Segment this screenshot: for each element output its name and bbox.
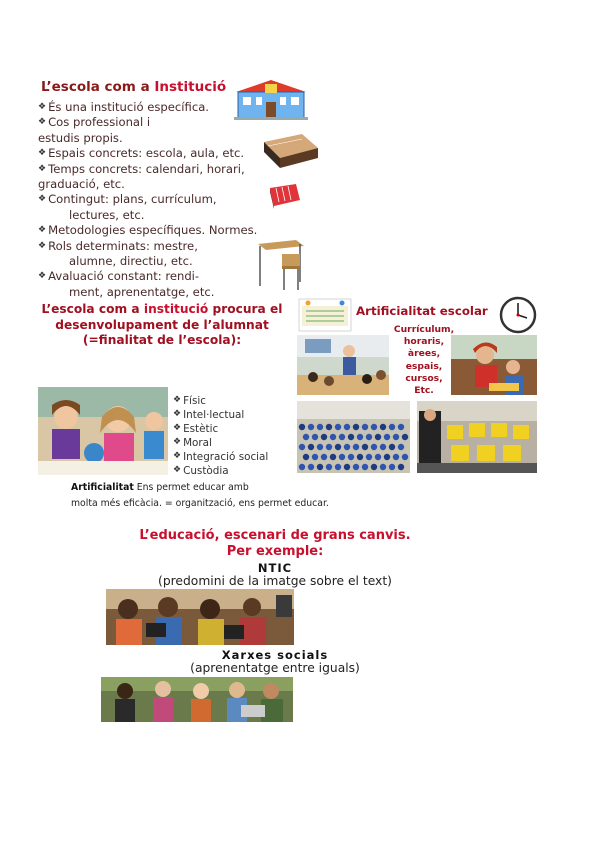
- aspect-item: ❖ Físic: [173, 395, 206, 407]
- artificiality-item: horaris,: [403, 336, 445, 348]
- diamond-bullet-icon: ❖: [38, 163, 47, 174]
- school-assembly-photo: [297, 401, 410, 473]
- aspect-item: ❖ Integració social: [173, 451, 269, 464]
- aspect-item: ❖ Moral: [173, 437, 212, 450]
- institution-bullet-item: ❖ Contingut: plans, currículum,: [38, 192, 217, 207]
- development-aspects-list: [173, 394, 268, 479]
- diamond-bullet-icon: ❖: [38, 271, 47, 282]
- artificiality-item: cursos,: [405, 372, 443, 384]
- aspect-item: ❖ Custòdia: [173, 465, 229, 478]
- ntic-subtitle: (predomini de la imatge sobre el text): [158, 574, 392, 588]
- institution-bullet-item: ❖ Cos professional i: [38, 115, 151, 130]
- artificiality-item: espais,: [405, 360, 443, 372]
- social-networks-subtitle: (aprenentatge entre iguals): [190, 661, 360, 675]
- section-title-institution: L’escola com a Institució: [41, 79, 227, 95]
- teacher-student-photo: [451, 335, 537, 395]
- institution-bullet-item: ❖ Avaluació constant: rendi-: [38, 269, 200, 284]
- diamond-bullet-icon: ❖: [38, 194, 47, 205]
- aspect-item: ❖ Intel·lectual: [173, 409, 245, 422]
- institution-bullet-item: ❖ Metodologies específiques. Normes.: [38, 223, 258, 238]
- aspect-item: ❖ Estètic: [173, 423, 219, 436]
- artificiality-item: Etc.: [414, 385, 434, 397]
- institution-bullet-item: lectures, etc.: [69, 207, 145, 222]
- artificiality-item: àrees,: [407, 348, 441, 360]
- diamond-bullet-icon: ❖: [38, 117, 47, 128]
- diamond-bullet-icon: ❖: [38, 102, 47, 112]
- clock-icon: [499, 296, 537, 334]
- books-icon: [262, 128, 320, 172]
- children-studying-photo: [38, 387, 168, 475]
- institution-bullet-item: estudis propis.: [38, 130, 123, 145]
- institution-bullet-item: ❖ Temps concrets: calendari, horari,: [38, 161, 245, 176]
- ntic-heading: NTIC: [257, 561, 293, 575]
- institution-bullet-item: alumne, directiu, etc.: [69, 254, 193, 269]
- institution-bullet-item: ❖ Rols determinats: mestre,: [38, 238, 198, 253]
- diamond-bullet-icon: ❖: [173, 437, 182, 448]
- teens-devices-photo: [101, 677, 293, 722]
- artificiality-title: Artificialitat escolar: [356, 304, 488, 318]
- artificiality-item: Currículum,: [393, 324, 455, 335]
- diamond-bullet-icon: ❖: [38, 240, 47, 251]
- institution-bullet-list: [38, 100, 278, 300]
- diamond-bullet-icon: ❖: [38, 148, 47, 159]
- social-networks-heading: Xarxes socials: [221, 648, 329, 662]
- section-title-changes: L’educació, escenari de grans canvis. Per exemple:: [139, 528, 411, 559]
- diamond-bullet-icon: ❖: [173, 409, 182, 420]
- notebook-sticker-icon: [298, 298, 352, 332]
- diamond-bullet-icon: ❖: [173, 423, 182, 434]
- institution-bullet-item: graduació, etc.: [38, 177, 125, 192]
- section-title-development: L’escola com a institució procura el desenvolupament de l’alumnat (=finalitat de l’escola):: [41, 302, 283, 347]
- children-tablets-photo: [106, 589, 294, 645]
- diamond-bullet-icon: ❖: [173, 465, 182, 476]
- institution-bullet-item: ment, aprenentatge, etc.: [69, 284, 215, 299]
- desk-chair-icon: [256, 236, 312, 292]
- classroom-desks-photo: [417, 401, 537, 473]
- file-box-icon: [266, 180, 302, 210]
- diamond-bullet-icon: ❖: [173, 395, 182, 405]
- diamond-bullet-icon: ❖: [173, 451, 182, 462]
- artificiality-paragraph: Artificialitat Ens permet educar amb molta més eficàcia. = organització, ens permet educar.: [71, 482, 329, 509]
- institution-bullet-item: ❖ És una institució específica.: [38, 100, 209, 114]
- diamond-bullet-icon: ❖: [38, 225, 47, 236]
- classroom-teacher-photo: [297, 335, 389, 395]
- institution-bullet-item: ❖ Espais concrets: escola, aula, etc.: [38, 146, 245, 161]
